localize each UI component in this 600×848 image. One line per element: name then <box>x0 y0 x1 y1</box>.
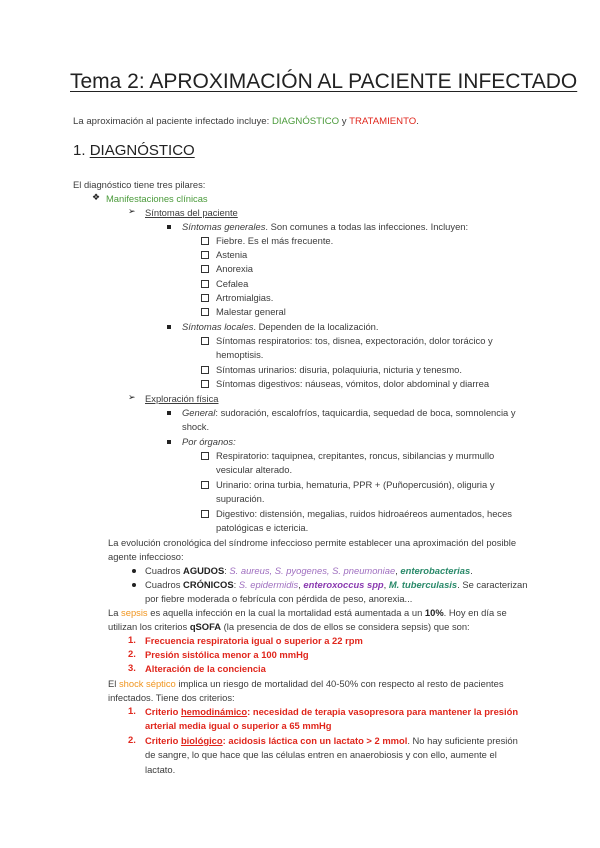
sepsis-pct: 10% <box>424 607 444 618</box>
general-expl-line <box>182 406 528 435</box>
checkbox-icon <box>201 366 209 374</box>
sepsis-word: sepsis <box>121 607 148 618</box>
shock-2-pre: Criterio <box>145 735 181 746</box>
intro-tratamiento: TRATAMIENTO <box>349 116 417 127</box>
cronicos-end: . Se caracterizan por fiebre moderada o febrícula con pérdida de peso, anorexia... <box>145 579 528 605</box>
agudos-pre: Cuadros <box>145 565 184 576</box>
cronicos-label: CRÓNICOS <box>183 579 234 590</box>
locales-line <box>182 320 378 334</box>
shock-1-pre: Criterio <box>145 706 181 717</box>
shock-2-text: : acidosis láctica con un lactato > 2 mmol <box>222 735 408 746</box>
sepsis-end: (la presencia de dos de ellos se considera sepsis) que son: <box>221 621 470 633</box>
list-item: Respiratorio: taquipnea, crepitantes, roncus, sibilancias y murmullo vesicular alterado. <box>216 450 495 476</box>
organos-text: Por órganos <box>182 436 234 447</box>
locales-label: Síntomas locales <box>182 321 254 332</box>
list-item: Cefalea <box>216 278 249 289</box>
square-bullet-icon <box>167 440 171 444</box>
sepsis-mid2: . Hoy en día se utilizan los criterios <box>108 607 507 633</box>
shock-word: shock séptico <box>118 678 176 689</box>
organos-label: Por órganos: <box>182 436 236 447</box>
cronicos-sep1: , <box>298 579 304 590</box>
list-number: 1. <box>128 634 136 645</box>
agudos-org1: S. aureus, S. pyogenes, S. pneumoniae <box>229 565 396 576</box>
intro-y: y <box>339 116 350 127</box>
locales-text: . Dependen de la localización. <box>253 321 379 332</box>
diamond-bullet-icon: ❖ <box>92 192 101 202</box>
shock-2-tail: . No hay suficiente presión de sangre, lo que hace que las células entren en anaerobiosis y con ello, aumente el lactato. <box>145 735 518 775</box>
arrow-bullet-icon: ➢ <box>128 206 136 216</box>
list-item: Fiebre. Es el más frecuente. <box>216 235 334 246</box>
checkbox-icon <box>201 265 209 273</box>
list-number: 2. <box>128 648 136 659</box>
qsofa-item: Presión sistólica menor a 100 mmHg <box>145 649 309 660</box>
checkbox-icon <box>201 280 209 288</box>
section-number: 1. <box>73 142 90 159</box>
intro-end: . <box>416 116 419 127</box>
shock-paragraph <box>108 677 528 706</box>
sepsis-qsofa: qSOFA <box>189 621 222 633</box>
square-bullet-icon <box>167 325 171 329</box>
agudos-label: AGUDOS <box>183 565 225 576</box>
checkbox-icon <box>201 237 209 245</box>
square-bullet-icon <box>167 225 171 229</box>
section-label: DIAGNÓSTICO <box>89 142 195 159</box>
intro-paragraph <box>73 116 419 127</box>
list-item: Malestar general <box>216 306 286 317</box>
list-item: Anorexia <box>216 263 254 274</box>
checkbox-icon <box>201 452 209 460</box>
cronicos-org3: M. tuberculasis <box>388 579 458 590</box>
shock-1-text: : necesidad de terapia vasopresora para mantener la presión arterial media igual o superior a 65 mmHg <box>145 706 519 732</box>
list-item: Urinario: orina turbia, hematuria, PPR + (Puñopercusión), oliguria y supuración. <box>216 479 495 505</box>
generales-line <box>182 220 468 234</box>
sepsis-mid: es aquella infección en la cual la mortalidad está aumentada a un <box>147 607 425 618</box>
checkbox-icon <box>201 308 209 316</box>
checkbox-icon <box>201 251 209 259</box>
checkbox-icon <box>201 481 209 489</box>
sepsis-pre: La <box>108 607 122 618</box>
shock-criterion-1 <box>145 705 528 734</box>
checkbox-icon <box>201 337 209 345</box>
round-bullet-icon <box>132 583 136 587</box>
agudos-colon: : <box>224 565 230 576</box>
checkbox-icon <box>201 294 209 302</box>
list-item: Digestivo: distensión, megalias, ruidos hidroaéreos aumentados, heces patológicas e ictericia. <box>216 508 512 534</box>
manifestaciones-label: Manifestaciones clínicas <box>106 193 208 204</box>
shock-end: implica un riesgo de mortalidad del 40-50% con respecto al resto de pacientes infectados. Tiene dos criterios: <box>108 678 504 704</box>
pillars-text: El diagnóstico tiene tres pilares: <box>73 179 206 190</box>
intro-diagnostico: DIAGNÓSTICO <box>271 116 340 127</box>
sepsis-paragraph <box>108 606 528 635</box>
list-number: 2. <box>128 734 136 745</box>
exploracion-label: Exploración física <box>145 393 219 404</box>
cronicos-pre: Cuadros <box>145 579 184 590</box>
shock-2-word: biológico <box>180 735 223 746</box>
agudos-sep: , <box>395 565 401 576</box>
shock-criterion-2 <box>145 734 528 777</box>
checkbox-icon <box>201 380 209 388</box>
arrow-bullet-icon: ➢ <box>128 392 136 402</box>
list-item: Astenia <box>216 249 248 260</box>
agudos-org2: enterobacterias <box>400 565 471 576</box>
cronicos-org1: S. epidermidis <box>238 579 299 590</box>
intro-text: La aproximación al paciente infectado incluye: <box>73 116 272 127</box>
cronicos-sep2: , <box>383 579 389 590</box>
cronicos-line <box>145 578 528 607</box>
shock-pre: El <box>108 678 119 689</box>
evolucion-paragraph: La evolución cronológica del síndrome infeccioso permite establecer una aproximación del posible agente infeccioso: <box>108 537 517 563</box>
cronicos-org2: enteroxoccus spp <box>303 579 384 590</box>
general-expl-text: : sudoración, escalofríos, taquicardia, sequedad de boca, somnolencia y shock. <box>182 407 516 433</box>
page-title: Tema 2: APROXIMACIÓN AL PACIENTE INFECTADO <box>70 70 578 93</box>
list-number: 3. <box>128 662 136 673</box>
shock-1-word: hemodinámico <box>180 706 248 717</box>
agudos-line <box>145 564 473 578</box>
checkbox-icon <box>201 510 209 518</box>
round-bullet-icon <box>132 569 136 573</box>
generales-text: . Son comunes a todas las infecciones. Incluyen: <box>265 221 469 232</box>
cronicos-colon: : <box>233 579 239 590</box>
agudos-end: . <box>470 565 473 576</box>
generales-label: Síntomas generales <box>182 221 266 232</box>
list-item: Síntomas urinarios: disuria, polaquiuria, nicturia y tenesmo. <box>216 364 462 375</box>
general-expl-label: General <box>182 407 216 418</box>
list-number: 1. <box>128 705 136 716</box>
sintomas-label: Síntomas del paciente <box>145 207 238 218</box>
qsofa-item: Frecuencia respiratoria igual o superior a 22 rpm <box>145 635 363 646</box>
list-item: Síntomas respiratorios: tos, disnea, expectoración, dolor torácico y hemoptisis. <box>216 335 493 361</box>
list-item: Síntomas digestivos: náuseas, vómitos, dolor abdominal y diarrea <box>216 378 490 389</box>
section-heading <box>73 142 195 159</box>
list-item: Artromialgias. <box>216 292 274 303</box>
square-bullet-icon <box>167 411 171 415</box>
qsofa-item: Alteración de la conciencia <box>145 663 266 674</box>
